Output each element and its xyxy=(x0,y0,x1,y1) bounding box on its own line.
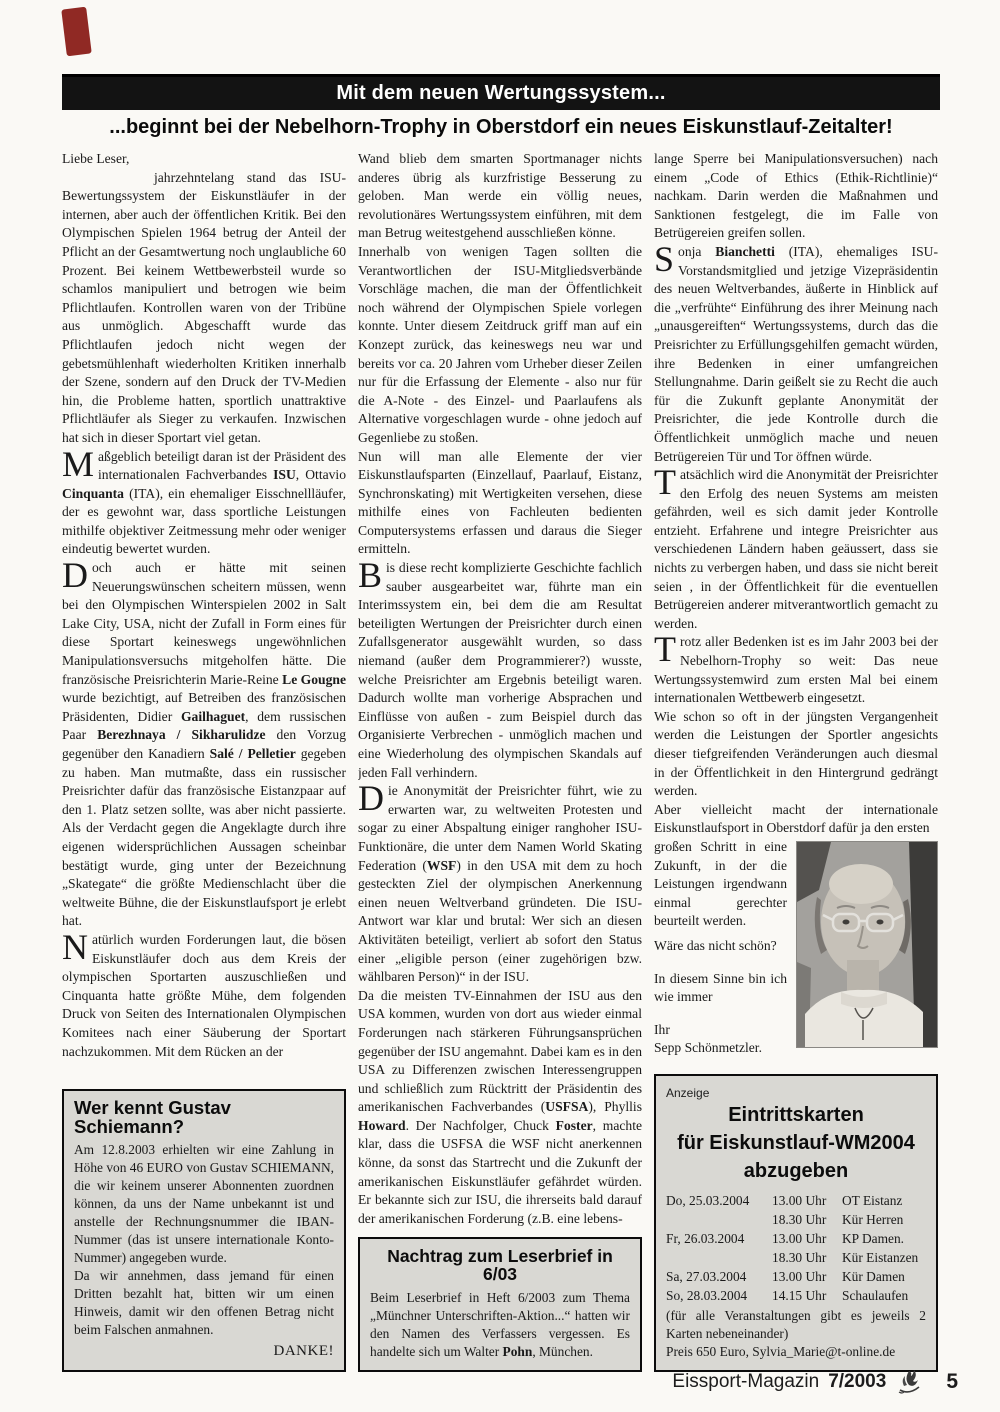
schedule-date xyxy=(666,1210,772,1229)
paragraph: Ihr xyxy=(654,1021,670,1037)
tickets-note: (für alle Veranstaltungen gibt es jeweils 2 Karten nebeneinander) xyxy=(666,1308,926,1341)
skate-swan-logo-icon xyxy=(895,1368,923,1396)
red-pen-mark xyxy=(61,7,92,57)
schedule-event: Schaulaufen xyxy=(842,1288,909,1303)
issue-number: 7/2003 xyxy=(828,1371,887,1392)
page-number: 5 xyxy=(946,1370,958,1393)
drop-cap: D xyxy=(62,555,88,596)
drop-cap: S xyxy=(654,238,675,279)
column-3 xyxy=(654,150,938,1372)
paragraph: großen Schritt in eine Zukunft, in der die Leistungen irgendwann einmal gerechter beurteilt werden. xyxy=(654,838,787,929)
schedule-time: 18.30 Uhr xyxy=(772,1212,827,1227)
tickets-ad-title-line: Eintrittskarten xyxy=(728,1104,864,1126)
column-3-text xyxy=(654,150,938,1058)
paragraph: Tatsächlich wird die Anonymität der Preisrichter den Erfolg des neuen Systems am meisten gefährden, weil es sich damit jeder Kontrolle entzieht. Erfahrene und integre Preisrichter aus verschiedenen Ländern haben geäussert, dass sie nichts zu verbergen haben, und dass sie nicht bereit seien , in der Öffentlichkeit für die eventuellen Betrügereien anderer mitverantwortlich gemacht zu werden. xyxy=(654,462,938,631)
paragraph: Innerhalb von wenigen Tagen sollten die Verantwortlichen der ISU-Mitgliedsverbände Vorschläge machen, die man der Öffentlichkeit noch während der Olympischen Spiele vorlegen konnte. Unter diesem Zeitdruck griff man auf ein Konzept zurück, das keineswegs neu war und bereits vor ca. 20 Jahren vom Urheber dieser Zeilen nur für die Erfassung der Elemente - also nur für die A-Note - des Einzel- und Paarlaufens als Alternative vorgeschlagen wurde - ohne jedoch auf Gegenliebe zu stoßen. xyxy=(358,243,642,445)
column-2 xyxy=(358,150,642,1372)
nachtrag-box-text: Beim Leserbrief in Heft 6/2003 zum Thema „Münchner Unterschriften-Aktion...“ hatten wir den Namen des Verfassers vergessen. Es handelte sich um Walter Pohn, München. xyxy=(370,1290,630,1359)
drop-cap: D xyxy=(358,778,384,819)
schiemann-box-paragraph: Da wir annehmen, dass jemand für einen Dritten bezahlt hat, bitten wir um einen Hinweis, damit wir den offenen Betrag nicht beim Falschen anmahnen. xyxy=(74,1268,334,1338)
tickets-price: Preis 650 Euro, Sylvia_Marie@t-online.de xyxy=(666,1344,896,1359)
column-2-text xyxy=(358,150,642,1228)
article-body xyxy=(62,150,938,1372)
paragraph: Trotz aller Bedenken ist es im Jahr 2003 bei der Nebelhorn-Trophy so weit: Das neue Wertungssystemwird zum ersten Mal bei einem internationalen Wettbewerb eingesetzt. xyxy=(654,629,938,706)
drop-cap: T xyxy=(654,629,676,670)
schedule-event: KP Damen. xyxy=(842,1231,904,1246)
anzeige-label: Anzeige xyxy=(666,1086,710,1101)
tickets-schedule xyxy=(666,1191,926,1305)
schedule-time: 13.00 Uhr xyxy=(772,1231,827,1246)
tickets-ad-title-line: abzugeben xyxy=(743,1160,849,1182)
paragraph: Bis diese recht komplizierte Geschichte fachlich sauber ausgearbeitet war, führte man ein Interimssystem ein, bei dem die am Resultat beteiligten Wertungen der Preisrichter durch einen Zufallsgenerator ausgewählt wurden, so dass niemand (außer dem Programmierer?) wusste, welche Preisrichter am Ergebnis beteiligt waren. Dadurch wollte man vorherige Absprachen und Einflüsse von außen - zum Beispiel durch das Organisierte Verbrechen - unmöglich machen und eine Wiederholung des olympischen Skandals auf jeden Fall verhindern. xyxy=(358,555,642,780)
schedule-row xyxy=(666,1286,926,1305)
column-1-text xyxy=(62,150,346,1061)
schedule-event: Kür Eistanzen xyxy=(842,1250,919,1265)
page-footer xyxy=(672,1368,958,1396)
banner-title: Mit dem neuen Wertungssystem... xyxy=(336,82,666,104)
schiemann-box-paragraph: Am 12.8.2003 erhielten wir eine Zahlung in Höhe von 46 EURO von Gustav SCHIEMANN, die wir keinem unserer Abonnenten zuordnen können, da uns der Name unbekannt ist und anstelle der Rechnungsnummer die IBAN-Nummer (das ist unsere internationale Konto-Nummer) angegeben wurde. xyxy=(74,1142,334,1266)
headline-banner xyxy=(62,74,940,110)
paragraph: Liebe Leser, xyxy=(62,151,130,166)
schedule-row xyxy=(666,1267,926,1286)
schedule-date: So, 28.03.2004 xyxy=(666,1288,748,1303)
paragraph: Maßgeblich beteiligt daran ist der Präsident des internationalen Fachverbandes ISU, Ottavio Cinquanta (ITA), ein ehemaliger Eisschnellläufer, der es gewohnt war, dass sportliche Leistungen mithilfe objektiver Zeitmessung mehr oder weniger eindeutig bewertet wurden. xyxy=(62,443,346,557)
paragraph: lange Sperre bei Manipulationsversuchen) nach einem „Code of Ethics (Ethik-Richtlinie)“ nachkam. Darin werden die Maßnahmen und Sanktionen festgelegt, die im Falle von Betrügereien greifen sollen. xyxy=(654,151,938,241)
schedule-event: OT Eistanz xyxy=(842,1193,903,1208)
schedule-row xyxy=(666,1229,926,1248)
paragraph: Doch auch er hätte mit seinen Neuerungswünschen scheitern müssen, wenn bei den Olympischen Winterspielen 2002 in Salt Lake City, USA, nicht der Zufall in Form eines für diese Sportart keineswegs ungewöhnlichen Manipulationsversuchs mitgeholfen hätte. Die französische Preisrichterin Marie-Reine Le Gougne wurde bezichtigt, auf Betreiben des französischen Präsidenten, Didier Gailhaguet, dem russischen Paar Berezhnaya / Sikharulidze den Vorzug gegenüber den Kanadiern Salé / Pelletier gegeben zu haben. Man mutmaßte, dass ein russischer Preisrichter dafür das französische Eistanzpaar auf den 1. Platz setzen sollte, was aber nicht passierte. Als der Verdacht gegen die Angeklagte durch ihre eigenen widersprüchlichen Aussagen scheinbar bestätigt wurde, ging unter der Bezeichnung „Skategate“ die größte Medienschlacht über die weltweite Bühne, die der Eiskunstlaufsport je erlebt hat. xyxy=(62,555,346,929)
paragraph: In diesem Sinne bin ich wie immer xyxy=(654,970,787,1005)
nachtrag-box-title: Nachtrag zum Leserbrief in 6/03 xyxy=(387,1245,613,1285)
schedule-date: Fr, 26.03.2004 xyxy=(666,1231,745,1246)
paragraph: Die Anonymität der Preisrichter führt, wie zu erwarten war, zu weltweiten Protesten und sogar zu einer Abspaltung einiger ranghoher ISU-Funktionäre, die unter dem Namen World Skating Federation (WSF) in den USA mit dem zu hoch gesteckten Ziel der olympischen Anerkennung einen neuen Weltverband gründeten. Die ISU-Antwort war klar und brutal: Wer sich an diesen Aktivitäten beteiligt, verliert ab sofort den Status einer „eligible person (einer zugehörigen bzw. wählbaren Person)“ in der ISU. xyxy=(358,778,642,985)
paragraph: Da die meisten TV-Einnahmen der ISU aus den USA kommen, wurden von dort aus wieder einmal Forderungen nach stärkeren Führungsansprüchen gegenüber der ISU angemahnt. Dabei kam es in den USA zu Differenzen zwischen Interessengruppen und schließlich zum Rücktritt der Präsidentin des amerikanischen Fachverbandes (USFSA), Phyllis Howard. Der Nachfolger, Chuck Foster, machte klar, dass die USFSA die WSF nicht anerkennen könne, da sonst das Startrecht und die Zukunft der amerikanischen Eiskunstläufer gefährdet würden. Er bekannte sich zur ISU, die ihrerseits bald darauf der amerikanischen Forderung (z.B. eine lebens- xyxy=(358,987,642,1226)
schedule-date: Sa, 27.03.2004 xyxy=(666,1269,747,1284)
paragraph: Natürlich wurden Forderungen laut, die bösen Eiskunstläufer doch aus dem Kreis der olympischen Sportarten auszuschließen und Cinquanta hatte größte Mühe, dem folgenden Druck von Seiten des Internationalen Olympischen Komitees nach einer Säuberung der Sportart nachzukommen. Mit dem Rücken an der xyxy=(62,926,346,1059)
drop-cap: B xyxy=(358,555,383,596)
paragraph: Nun will man alle Elemente der vier Eiskunstlaufsparten (Einzellauf, Paarlauf, Eistanz, Synchronskating) mit Wertigkeiten versehen, diese mithilfe eines von Fachleuten bedienten Computersystems erfassen und daraus die Sieger ermitteln. xyxy=(358,448,642,557)
schedule-time: 18.30 Uhr xyxy=(772,1250,827,1265)
tickets-ad-box xyxy=(654,1074,938,1372)
schiemann-box-signoff: DANKE! xyxy=(273,1343,334,1360)
paragraph: Wie schon so oft in der jüngsten Vergangenheit werden die Leistungen der Sportler angesichts dieser tiefgreifenden Veränderungen auch diesmal in der Öffentlichkeit in den Hintergrund gedrängt werden. xyxy=(654,708,938,799)
nachtrag-box xyxy=(358,1237,642,1372)
paragraph: Sepp Schönmetzler. xyxy=(654,1040,762,1056)
drop-cap: T xyxy=(654,462,676,503)
paragraph: jahrzehntelang stand das ISU-Bewertungssystem der Eiskunstläufer in der internen, aber auch der öffentlichen Kritik. Bei den Olympischen Spielen 1964 betrug der Anteil der Pflicht an der Gesamtwertung noch unglaubliche 60 Prozent. Bei keinem Wettbewerbsteil wurde so schamlos manipuliert und betrogen wie beim Pflichtlaufen. Kontrollen waren von der Tribüne aus unmöglich. Abgeschafft wurde das Pflichtlaufen jedoch nicht wegen der gebetsmühlenhaft wiederholten Kritiken innerhalb der Szene, sondern auf den Druck der TV-Medien hin, die Probleme hatten, sportlich unattraktive Pflichtläufer als Sieger zu verkaufen. Inzwischen hat sich in dieser Sportart viel getan. xyxy=(62,169,346,445)
schedule-time: 13.00 Uhr xyxy=(772,1269,827,1284)
schiemann-box xyxy=(62,1089,346,1372)
drop-cap: N xyxy=(62,926,88,967)
schedule-date xyxy=(666,1248,772,1267)
magazine-name: Eissport-Magazin xyxy=(672,1371,820,1392)
paragraph: Sonja Bianchetti (ITA), ehemaliges ISU-Vorstandsmitglied und jetzige Vizepräsidentin des neuen Weltverbandes, äußerte in Hinblick auf die „verfrühte“ Einführung des ihrer Meinung nach „unausgereiften“ Wertungssystems, durch das die Preisrichter zu Erfüllungsgehilfen gemacht würden, ihre Bedenken in einer umfangreichen Stellungnahme. Darin geißelt sie zu Recht die auch für die Zukunft geplante Anonymität der Preisrichter, die jede Kontrolle durch die Öffentlichkeit unmöglich mache und neuen Betrügereien Tür und Tor öffnen würde. xyxy=(654,238,938,464)
tickets-ad-title-line: für Eiskunstlauf-WM2004 xyxy=(677,1132,915,1154)
schedule-row xyxy=(666,1191,926,1210)
column-1 xyxy=(62,150,346,1372)
subheadline: ...beginnt bei der Nebelhorn-Trophy in Oberstdorf ein neues Eiskunstlauf-Zeitalter! xyxy=(109,116,893,138)
portrait-photo-sepp-schoenmetzler xyxy=(796,841,938,1048)
schedule-time: 13.00 Uhr xyxy=(772,1193,827,1208)
schedule-row xyxy=(666,1248,926,1267)
schedule-row xyxy=(666,1210,926,1229)
schedule-date: Do, 25.03.2004 xyxy=(666,1193,750,1208)
paragraph: Wand blieb dem smarten Sportmanager nichts anderes übrig als kurzfristige Besserung zu geloben. Man werde ein völlig neues, revolutionäres Wertungssystem einführen, mit dem man Betrug weitestgehend ausschließen könne. xyxy=(358,151,642,241)
paragraph: Aber vielleicht macht der internationale Eiskunstlaufsport in Oberstdorf dafür ja den ersten xyxy=(654,801,938,836)
schedule-event: Kür Herren xyxy=(842,1212,904,1227)
paragraph: Wäre das nicht schön? xyxy=(654,937,777,953)
tickets-ad-title xyxy=(666,1101,926,1185)
portrait-illustration xyxy=(797,842,937,1047)
schedule-event: Kür Damen xyxy=(842,1269,905,1284)
schedule-time: 14.15 Uhr xyxy=(772,1288,827,1303)
schiemann-box-title: Wer kennt Gustav Schiemann? xyxy=(74,1097,231,1137)
drop-cap: M xyxy=(62,443,95,484)
